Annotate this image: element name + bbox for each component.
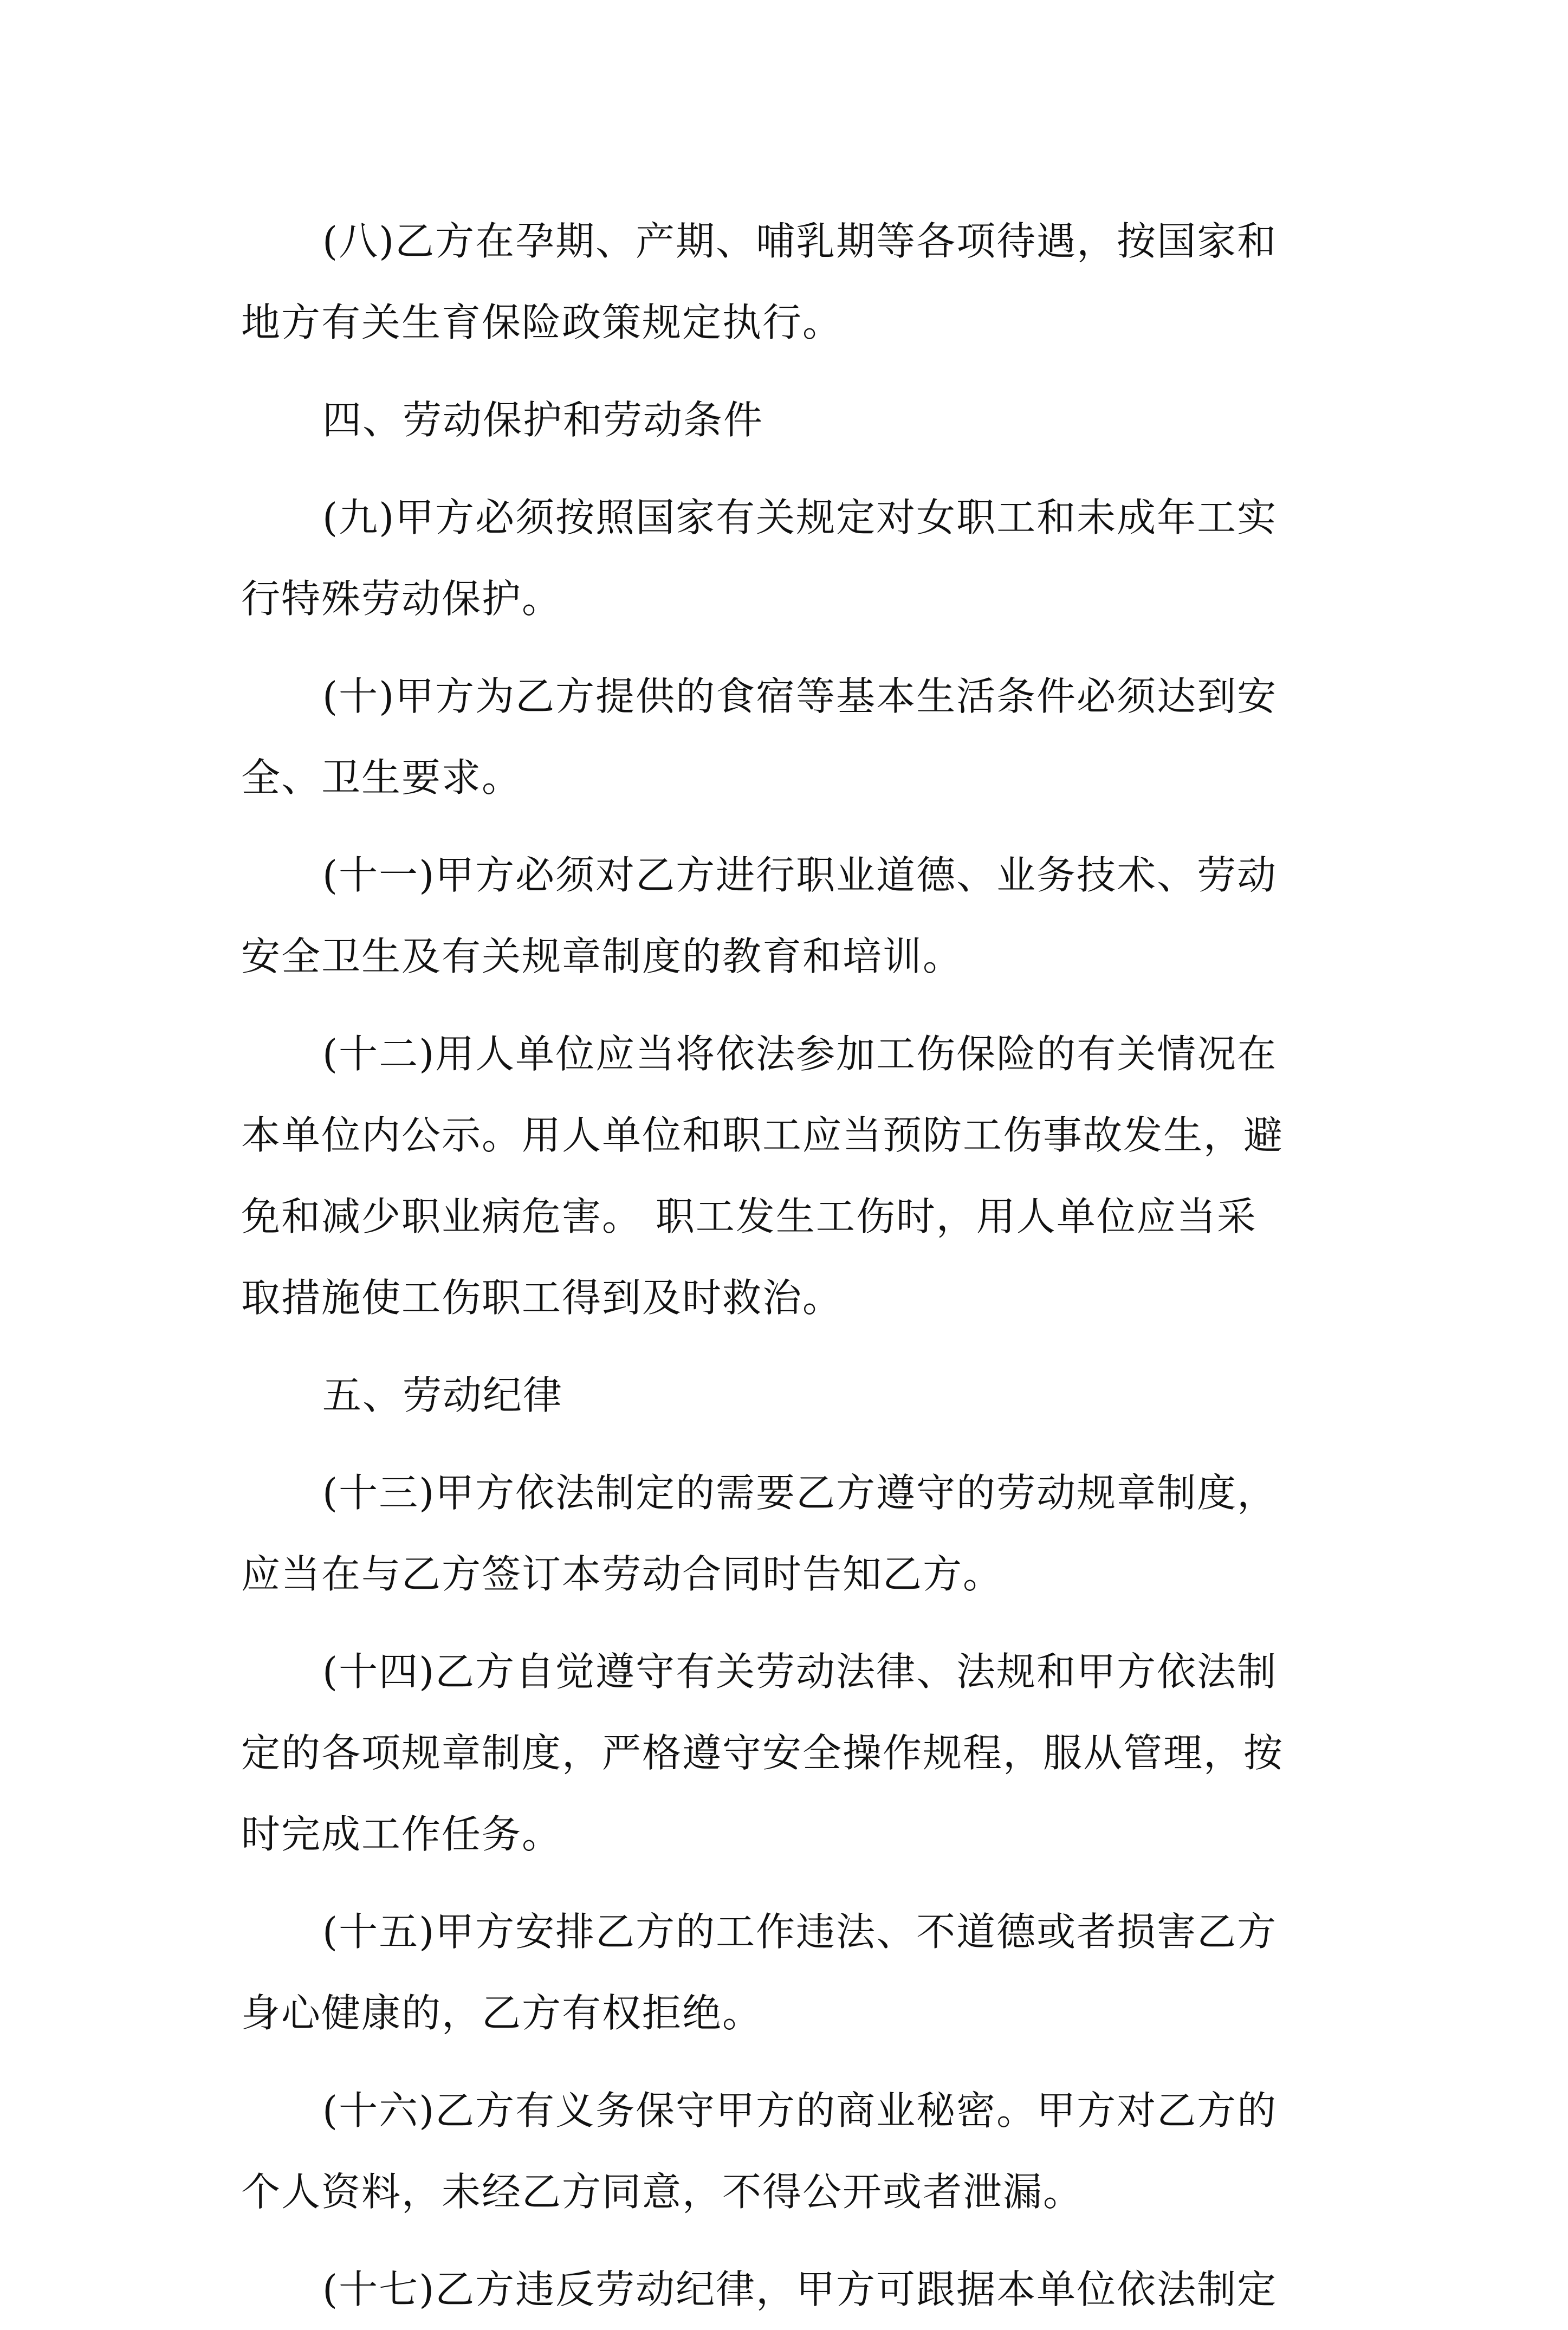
clause-15-line: 身心健康的，乙方有权拒绝。 <box>241 1990 763 2036</box>
clause-10-line: 全、卫生要求。 <box>241 755 522 800</box>
clause-13-line: 应当在与乙方签订本劳动合同时告知乙方。 <box>241 1551 1003 1597</box>
clause-11-paragraph <box>241 834 1329 997</box>
clause-16-line: 个人资料，未经乙方同意，不得公开或者泄漏。 <box>241 2169 1084 2215</box>
clause-14-line: (十四)乙方自觉遵守有关劳动法律、法规和甲方依法制 <box>322 1649 1278 1694</box>
clause-9-paragraph <box>241 477 1329 639</box>
clause-17-paragraph <box>241 2249 1329 2330</box>
clause-11-line: 安全卫生及有关规章制度的教育和培训。 <box>241 934 963 979</box>
clause-17-line: (十七)乙方违反劳动纪律，甲方可跟据本单位依法制定 <box>322 2267 1278 2312</box>
section-4-heading-paragraph <box>241 379 1329 461</box>
paragraph-spacer <box>241 639 1329 656</box>
clause-11-line: (十一)甲方必须对乙方进行职业道德、业务技术、劳动 <box>322 852 1278 898</box>
clause-14-line: 时完成工作任务。 <box>241 1811 562 1857</box>
clause-14-paragraph <box>241 1631 1329 1875</box>
paragraph-spacer <box>241 997 1329 1013</box>
clause-8-line: 地方有关生育保险政策规定执行。 <box>241 300 843 345</box>
clause-8-line: (八)乙方在孕期、产期、哺乳期等各项待遇，按国家和 <box>322 218 1278 264</box>
document-body <box>241 200 1329 2330</box>
paragraph-spacer <box>241 2232 1329 2249</box>
clause-10-paragraph <box>241 656 1329 818</box>
paragraph-spacer <box>241 1615 1329 1631</box>
paragraph-spacer <box>241 818 1329 834</box>
section-5-heading-paragraph <box>241 1355 1329 1436</box>
clause-16-paragraph <box>241 2070 1329 2232</box>
clause-14-line: 定的各项规章制度，严格遵守安全操作规程，服从管理，按 <box>241 1730 1284 1776</box>
clause-12-line: 免和减少职业病危害。 职工发生工伤时，用人单位应当采 <box>241 1194 1257 1239</box>
clause-13-paragraph <box>241 1452 1329 1615</box>
clause-8-paragraph <box>241 200 1329 363</box>
paragraph-spacer <box>241 1436 1329 1452</box>
clause-9-line: 行特殊劳动保护。 <box>241 576 562 622</box>
clause-10-line: (十)甲方为乙方提供的食宿等基本生活条件必须达到安 <box>322 674 1278 719</box>
paragraph-spacer <box>241 2054 1329 2070</box>
paragraph-spacer <box>241 1875 1329 1891</box>
clause-12-line: (十二)用人单位应当将依法参加工伤保险的有关情况在 <box>322 1031 1278 1077</box>
clause-13-line: (十三)甲方依法制定的需要乙方遵守的劳动规章制度， <box>322 1470 1278 1516</box>
clause-12-line: 取措施使工伤职工得到及时救治。 <box>241 1275 843 1321</box>
clause-15-line: (十五)甲方安排乙方的工作违法、不道德或者损害乙方 <box>322 1909 1278 1954</box>
paragraph-spacer <box>241 1338 1329 1355</box>
clause-12-line: 本单位内公示。用人单位和职工应当预防工伤事故发生，避 <box>241 1112 1284 1158</box>
clause-12-paragraph <box>241 1013 1329 1338</box>
paragraph-spacer <box>241 363 1329 379</box>
section-4-heading-line: 四、劳动保护和劳动条件 <box>322 397 764 443</box>
clause-16-line: (十六)乙方有义务保守甲方的商业秘密。甲方对乙方的 <box>322 2088 1278 2133</box>
section-5-heading-line: 五、劳动纪律 <box>322 1373 563 1418</box>
clause-15-paragraph <box>241 1891 1329 2054</box>
paragraph-spacer <box>241 461 1329 477</box>
clause-9-line: (九)甲方必须按照国家有关规定对女职工和未成年工实 <box>322 495 1278 540</box>
